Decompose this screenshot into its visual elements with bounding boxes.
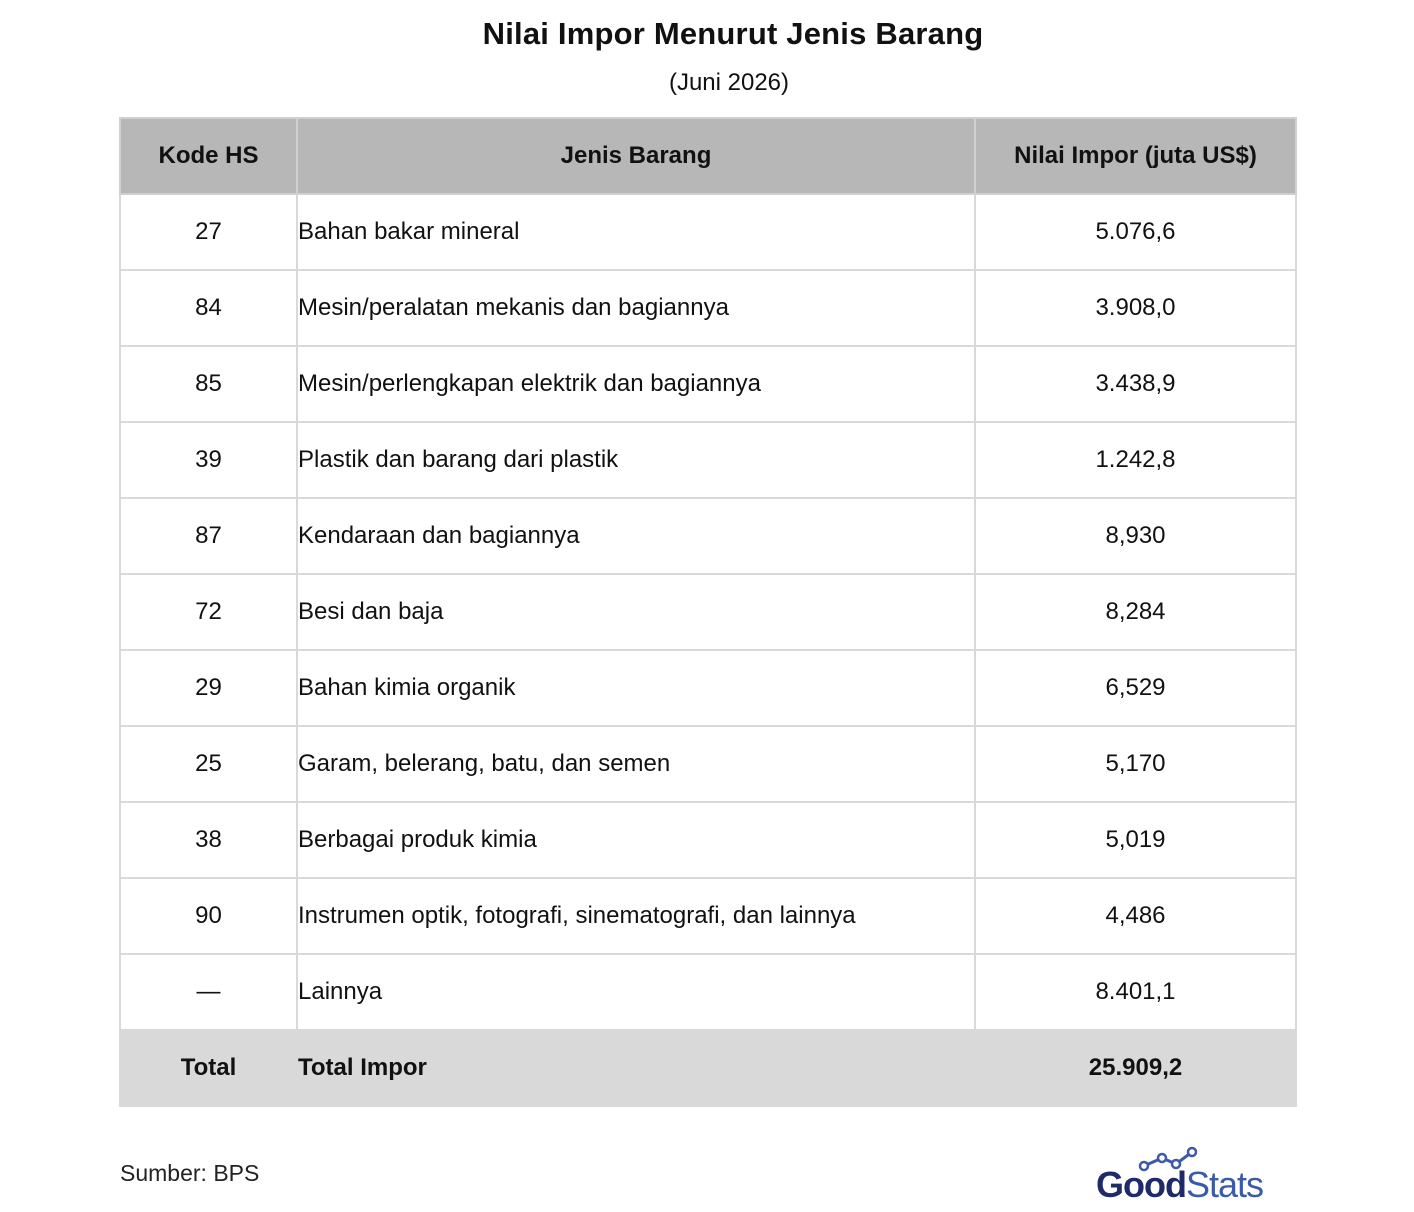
- table-row: [120, 194, 1296, 270]
- total-label-cell: Total: [120, 1030, 297, 1106]
- hs-code-cell: 90: [120, 878, 297, 954]
- total-value-cell: 25.909,2: [975, 1030, 1296, 1106]
- svg-text:GoodStats: [1096, 1164, 1263, 1202]
- item-name-cell: Kendaraan dan bagiannya: [297, 498, 975, 574]
- source-note: Sumber: BPS: [120, 1160, 260, 1186]
- header-kode-hs: Kode HS: [120, 118, 297, 194]
- total-item-cell: Total Impor: [297, 1030, 975, 1106]
- import-value-cell: 4,486: [975, 878, 1296, 954]
- item-name-cell: Bahan bakar mineral: [297, 194, 975, 270]
- item-name-cell: Berbagai produk kimia: [297, 802, 975, 878]
- table-row: [120, 270, 1296, 346]
- item-name-cell: Mesin/perlengkapan elektrik dan bagiannya: [297, 346, 975, 422]
- import-value-cell: 8,930: [975, 498, 1296, 574]
- import-value-cell: 1.242,8: [975, 422, 1296, 498]
- import-value-cell: 8,284: [975, 574, 1296, 650]
- hs-code-cell: 38: [120, 802, 297, 878]
- hs-code-cell: 72: [120, 574, 297, 650]
- import-value-cell: 6,529: [975, 650, 1296, 726]
- logo-text-light: Stats: [1185, 1164, 1264, 1202]
- import-table: [119, 117, 1297, 1107]
- item-name-cell: Garam, belerang, batu, dan semen: [297, 726, 975, 802]
- table-row: [120, 726, 1296, 802]
- header-nilai-impor: Nilai Impor (juta US$): [975, 118, 1296, 194]
- item-name-cell: Instrumen optik, fotografi, sinematografi, dan lainnya: [297, 878, 975, 954]
- table-row: [120, 498, 1296, 574]
- import-value-cell: 3.908,0: [975, 270, 1296, 346]
- import-value-cell: 3.438,9: [975, 346, 1296, 422]
- item-name-cell: Mesin/peralatan mekanis dan bagiannya: [297, 270, 975, 346]
- item-name-cell: Lainnya: [297, 954, 975, 1030]
- hs-code-cell: 87: [120, 498, 297, 574]
- import-value-cell: 5.076,6: [975, 194, 1296, 270]
- page-title: Nilai Impor Menurut Jenis Barang: [482, 16, 984, 51]
- header-jenis-barang: Jenis Barang: [297, 118, 975, 194]
- goodstats-logo: [1096, 1146, 1292, 1202]
- item-name-cell: Plastik dan barang dari plastik: [297, 422, 975, 498]
- hs-code-cell: 27: [120, 194, 297, 270]
- item-name-cell: Bahan kimia organik: [297, 650, 975, 726]
- table-header-row: [120, 118, 1296, 194]
- table-row: [120, 878, 1296, 954]
- item-name-cell: Besi dan baja: [297, 574, 975, 650]
- hs-code-cell: —: [120, 954, 297, 1030]
- table-row: [120, 574, 1296, 650]
- table-row: [120, 422, 1296, 498]
- table-row: [120, 650, 1296, 726]
- logo-text-bold: Good: [1096, 1164, 1186, 1202]
- hs-code-cell: 29: [120, 650, 297, 726]
- page-subtitle: (Juni 2026): [668, 69, 790, 96]
- hs-code-cell: 25: [120, 726, 297, 802]
- hs-code-cell: 84: [120, 270, 297, 346]
- import-value-cell: 5,170: [975, 726, 1296, 802]
- import-value-cell: 5,019: [975, 802, 1296, 878]
- hs-code-cell: 85: [120, 346, 297, 422]
- import-value-cell: 8.401,1: [975, 954, 1296, 1030]
- table-total-row: [120, 1030, 1296, 1106]
- table-row: [120, 802, 1296, 878]
- table-row: [120, 346, 1296, 422]
- table-row: [120, 954, 1296, 1030]
- hs-code-cell: 39: [120, 422, 297, 498]
